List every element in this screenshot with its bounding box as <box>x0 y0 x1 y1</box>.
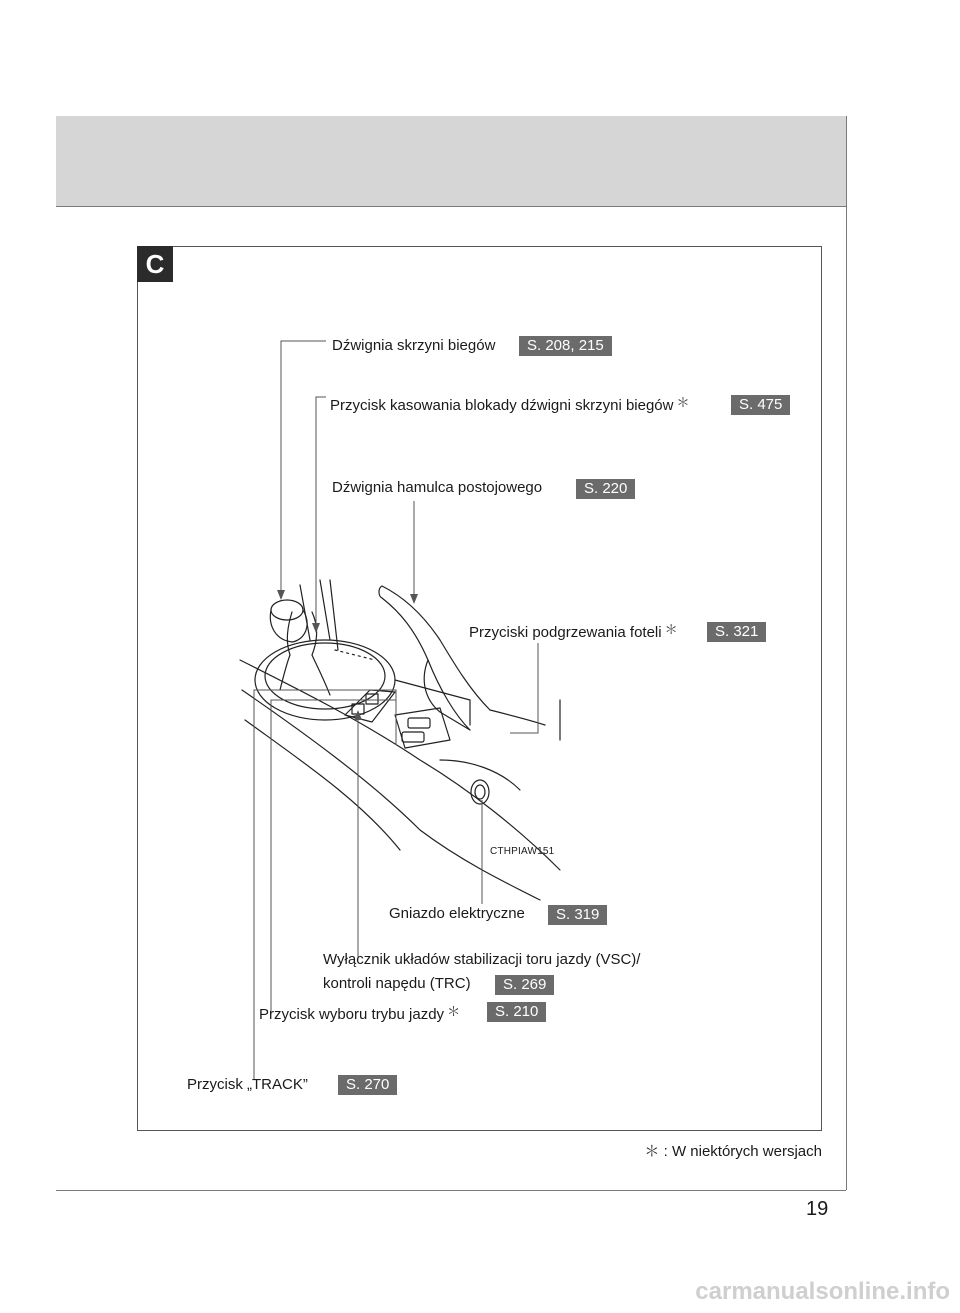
callout-shift-lock-release <box>330 393 690 416</box>
callout-vsc-trc-text-line2: kontroli napędu (TRC) <box>323 975 471 992</box>
callout-vsc-trc-switch <box>323 950 640 970</box>
callout-parking-brake-text: Dźwignia hamulca postojowego <box>332 479 543 496</box>
callout-seat-heater-buttons <box>469 620 678 643</box>
section-badge: C <box>137 246 173 282</box>
optional-star-icon: ＊ <box>447 1004 461 1019</box>
footnote-star-icon: ＊ <box>644 1143 660 1160</box>
footnote <box>644 1140 822 1161</box>
footnote-text: : W niektórych wersjach <box>663 1143 822 1160</box>
page-ref-power-outlet: S. 319 <box>548 905 607 925</box>
page-ref-parking-brake: S. 220 <box>576 479 635 499</box>
callout-drive-mode-button <box>259 1002 460 1025</box>
page-ref-drive-mode: S. 210 <box>487 1002 546 1022</box>
callout-vsc-trc-text-line1: Wyłącznik układów stabilizacji toru jazdy (VSC)/ <box>323 951 641 968</box>
page-ref-vsc-trc: S. 269 <box>495 975 554 995</box>
callout-track-text: Przycisk „TRACK” <box>187 1076 308 1093</box>
image-code: CTHPIAW151 <box>490 846 555 857</box>
callout-seat-heater-text: Przyciski podgrzewania foteli <box>469 624 662 641</box>
page-ref-seat-heater: S. 321 <box>707 622 766 642</box>
optional-star-icon: ＊ <box>664 622 678 637</box>
callout-shift-lock-release-text: Przycisk kasowania blokady dźwigni skrzyni biegów <box>330 397 674 414</box>
callout-vsc-trc-switch-line2 <box>323 974 471 994</box>
watermark: carmanualsonline.info <box>695 1278 950 1305</box>
callout-power-outlet <box>389 904 525 924</box>
callout-parking-brake <box>332 478 542 498</box>
callout-gear-lever-text: Dźwignia skrzyni biegów <box>332 337 496 354</box>
page-ref-shift-lock-release: S. 475 <box>731 395 790 415</box>
callout-drive-mode-text: Przycisk wyboru trybu jazdy <box>259 1006 445 1023</box>
page-number: 19 <box>806 1198 829 1220</box>
callout-track-button <box>187 1075 308 1095</box>
callout-gear-lever <box>332 336 495 356</box>
page-ref-gear-lever: S. 208, 215 <box>519 336 612 356</box>
callout-power-outlet-text: Gniazdo elektryczne <box>389 905 525 922</box>
page-ref-track: S. 270 <box>338 1075 397 1095</box>
optional-star-icon: ＊ <box>676 395 690 410</box>
